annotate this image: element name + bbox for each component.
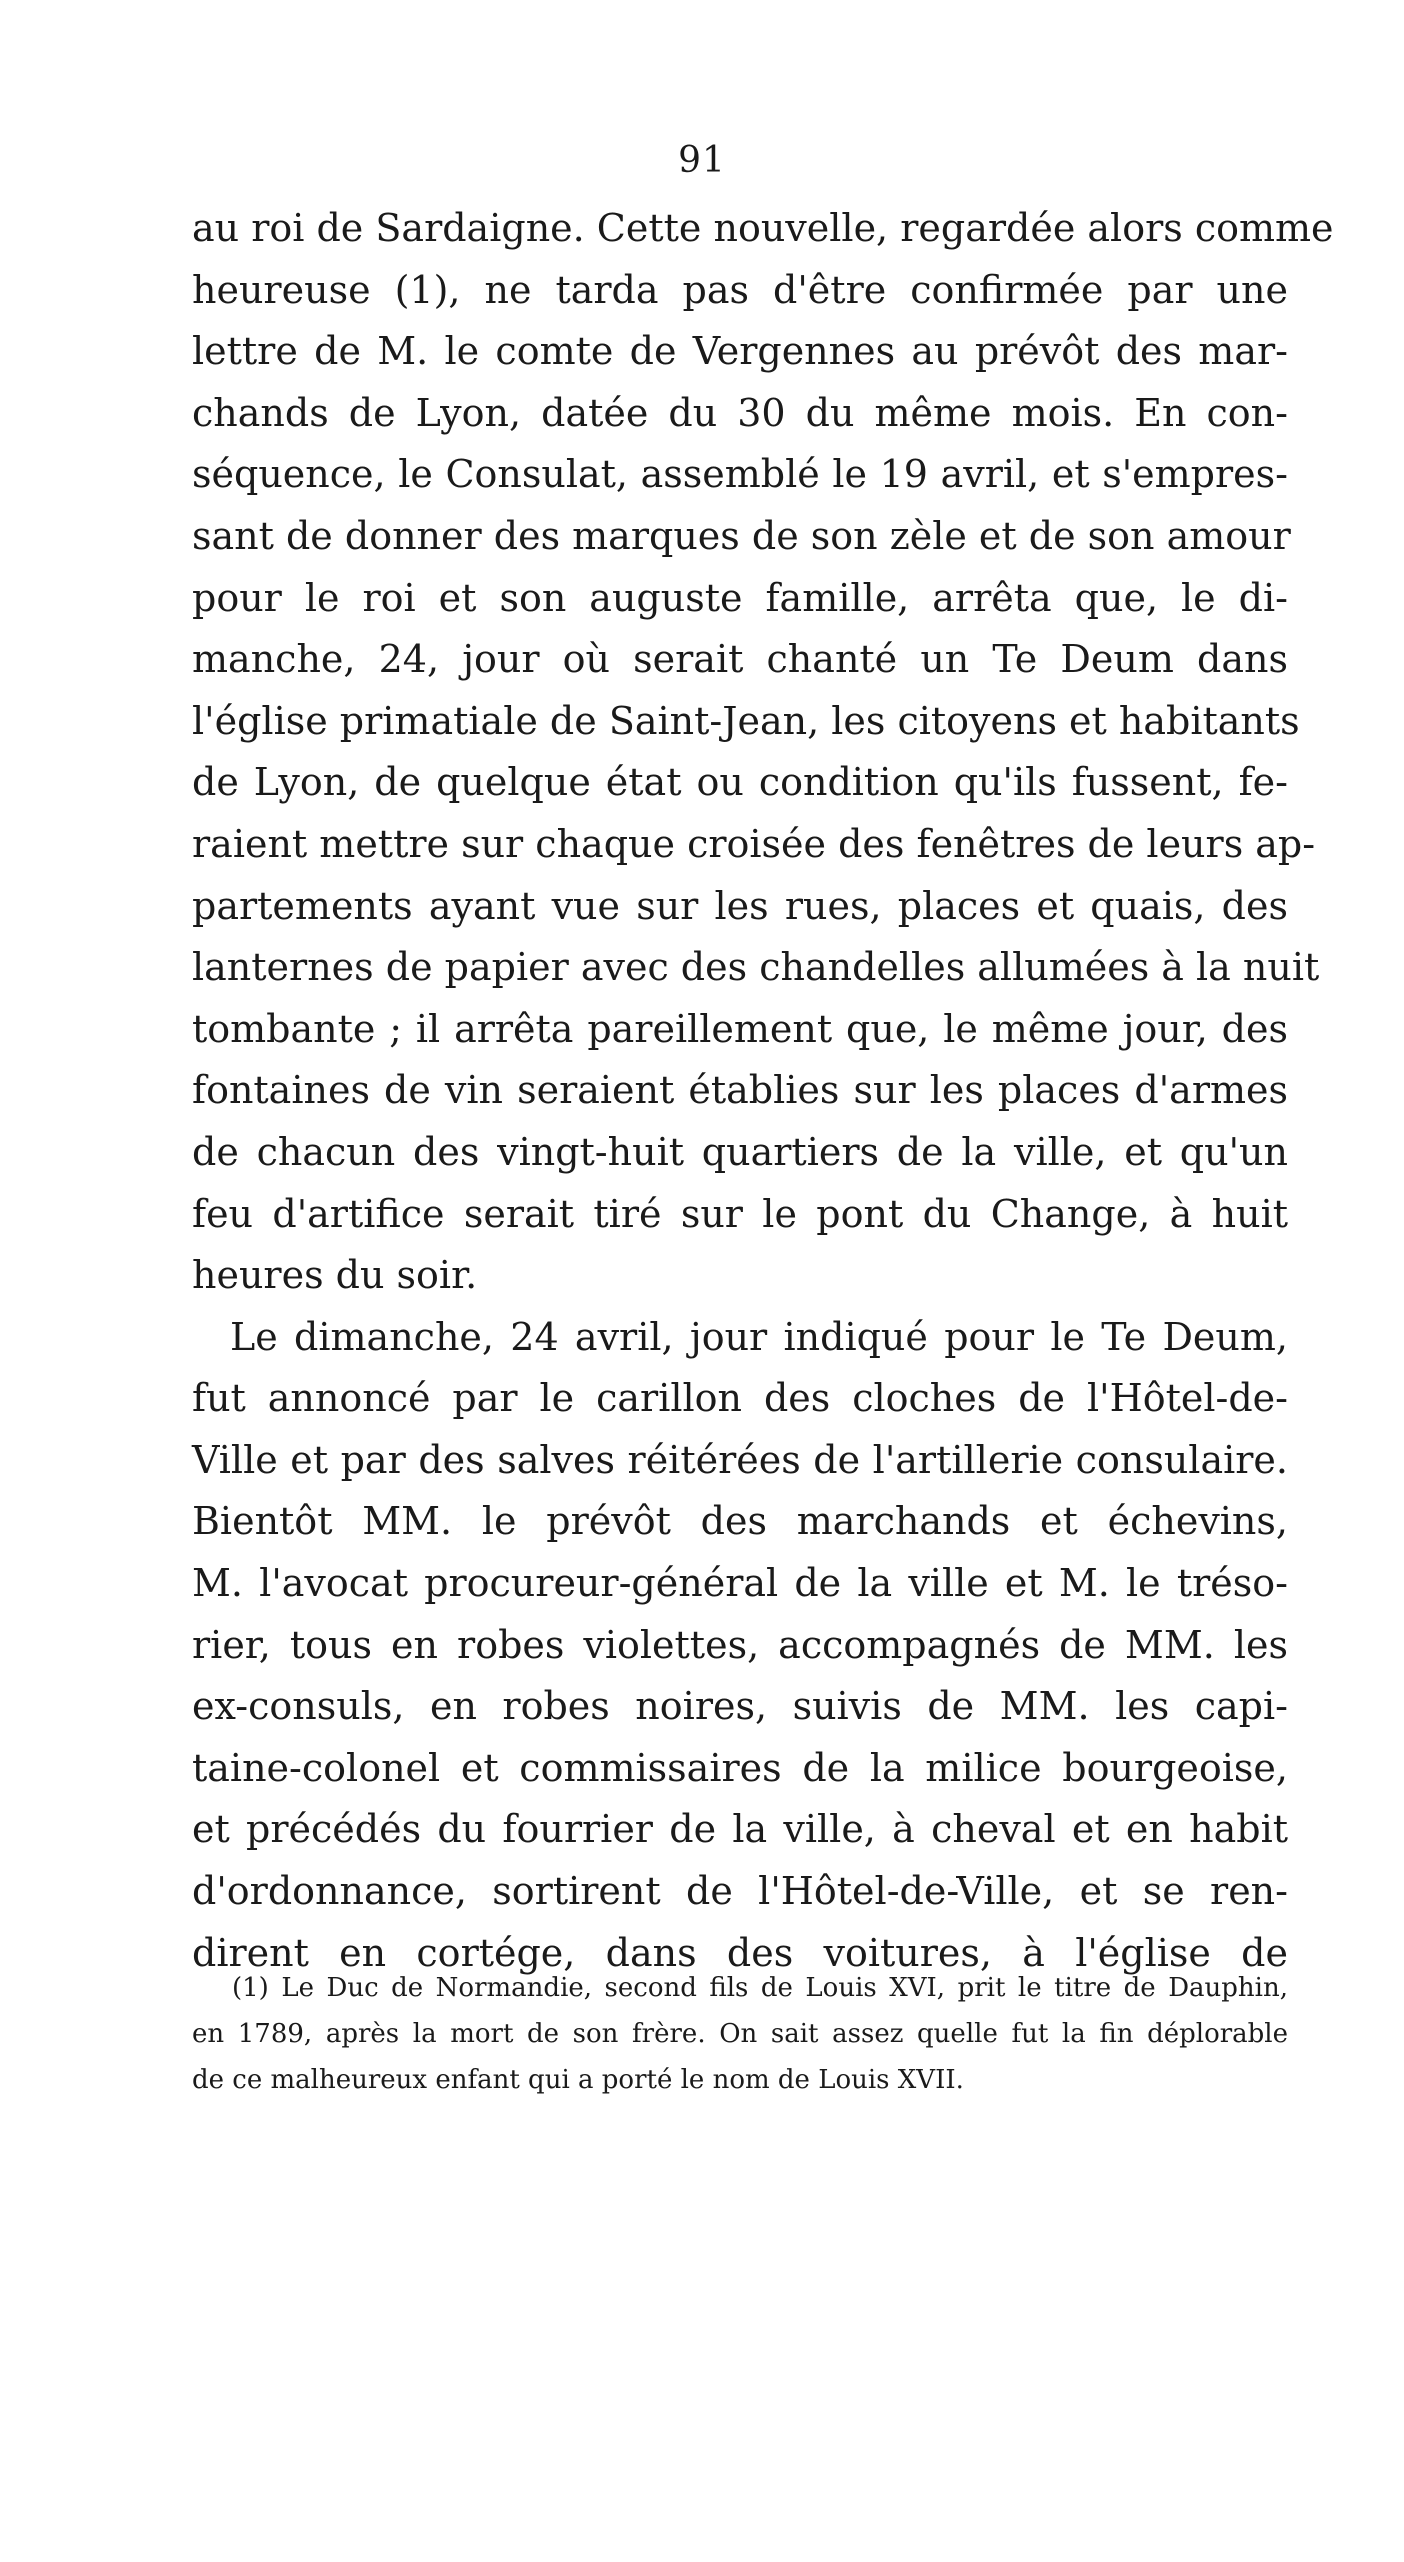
text-line: de Lyon, de quelque état ou condition qu'ils fussent, fe- — [192, 760, 1288, 805]
text-line: et précédés du fourrier de la ville, à cheval et en habit — [192, 1807, 1288, 1852]
text-line: M. l'avocat procureur-général de la ville et M. le tréso- — [192, 1561, 1288, 1606]
text-line: feu d'artifice serait tiré sur le pont du Change, à huit — [192, 1191, 1288, 1236]
text-line: Ville et par des salves réitérées de l'artillerie consulaire. — [192, 1437, 1288, 1482]
footnote-line: (1) Le Duc de Normandie, second fils de Louis XVI, prit le titre de Dauphin, — [232, 1973, 1288, 2003]
text-line: partements ayant vue sur les rues, places et quais, des — [192, 883, 1288, 928]
footnote — [192, 1965, 1288, 2103]
text-line: pour le roi et son auguste famille, arrêta que, le di- — [192, 575, 1288, 620]
text-line: manche, 24, jour où serait chanté un Te Deum dans — [192, 637, 1288, 682]
text-line: taine-colonel et commissaires de la milice bourgeoise, — [192, 1745, 1288, 1790]
text-line: fontaines de vin seraient établies sur les places d'armes — [192, 1068, 1288, 1113]
text-line: sant de donner des marques de son zèle et de son amour — [192, 513, 1291, 558]
footnote-line: de ce malheureux enfant qui a porté le nom de Louis XVII. — [192, 2065, 964, 2095]
text-line: Bientôt MM. le prévôt des marchands et échevins, — [192, 1499, 1288, 1544]
text-line: lanternes de papier avec des chandelles allumées à la nuit — [192, 945, 1320, 990]
text-line: Le dimanche, 24 avril, jour indiqué pour le Te Deum, — [230, 1314, 1288, 1359]
text-line: de chacun des vingt-huit quartiers de la ville, et qu'un — [192, 1129, 1288, 1174]
text-line: au roi de Sardaigne. Cette nouvelle, regardée alors comme — [192, 206, 1334, 250]
text-line: heures du soir. — [192, 1253, 478, 1298]
text-line: chands de Lyon, datée du 30 du même mois. En con- — [192, 390, 1288, 435]
text-line: séquence, le Consulat, assemblé le 19 avril, et s'empres- — [192, 452, 1288, 497]
text-line: heureuse (1), ne tarda pas d'être confirmée par une — [192, 267, 1288, 312]
page-number: 91 — [678, 140, 726, 181]
text-line: lettre de M. le comte de Vergennes au prévôt des mar- — [192, 329, 1288, 374]
footnote-line: en 1789, après la mort de son frère. On sait assez quelle fut la fin déplorable — [192, 2019, 1288, 2049]
text-line: fut annoncé par le carillon des cloches de l'Hôtel-de- — [192, 1376, 1288, 1421]
text-line: tombante ; il arrêta pareillement que, le même jour, des — [192, 1006, 1288, 1051]
text-line: rier, tous en robes violettes, accompagnés de MM. les — [192, 1622, 1288, 1667]
main-text — [192, 198, 1334, 1984]
text-line: raient mettre sur chaque croisée des fenêtres de leurs ap- — [192, 821, 1316, 866]
text-line: d'ordonnance, sortirent de l'Hôtel-de-Ville, et se ren- — [192, 1869, 1288, 1914]
text-line: l'église primatiale de Saint-Jean, les citoyens et habitants — [192, 698, 1300, 743]
text-line: dirent en cortége, dans des voitures, à l'église de — [192, 1930, 1288, 1975]
text-line: ex-consuls, en robes noires, suivis de MM. les capi- — [192, 1684, 1288, 1729]
